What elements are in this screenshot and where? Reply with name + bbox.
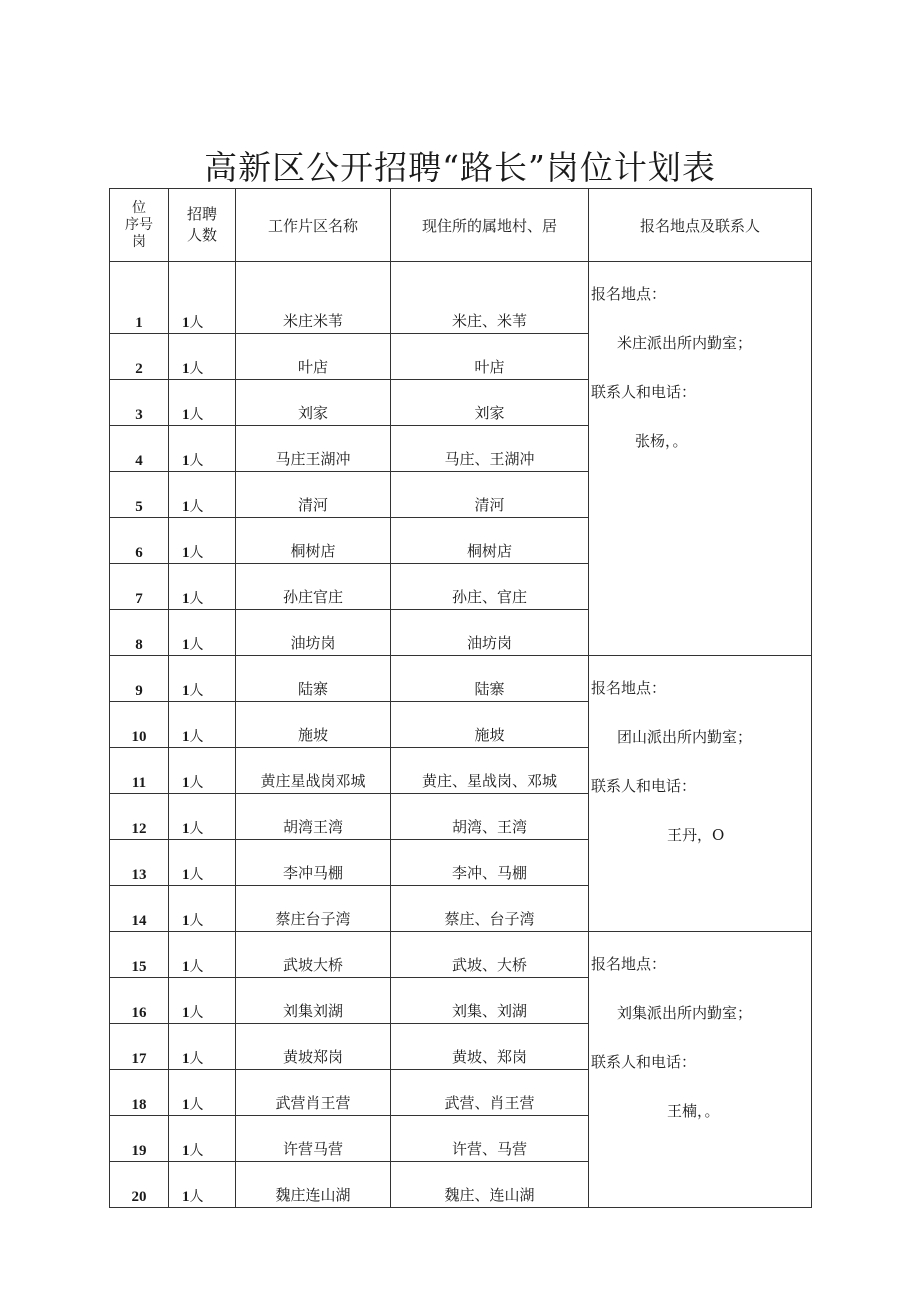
recruitment-plan-table [109, 188, 812, 1208]
contact-label: 联系人和电话： [591, 777, 697, 795]
count-value: 1 [182, 499, 190, 515]
cell-area: 孙庄官庄 [236, 564, 391, 610]
cell-village: 孙庄、官庄 [391, 564, 589, 610]
header-registration: 报名地点及联系人 [589, 189, 812, 262]
cell-count [169, 748, 236, 794]
cell-seq: 8 [110, 610, 169, 656]
header-count [169, 189, 236, 262]
header-seq [110, 189, 169, 262]
cell-village: 陆寨 [391, 656, 589, 702]
count-value: 1 [182, 407, 190, 423]
cell-village: 油坊岗 [391, 610, 589, 656]
cell-area: 刘集刘湖 [236, 978, 391, 1024]
count-unit: 人 [189, 867, 204, 883]
header-seq-top: 位 [132, 199, 146, 216]
cell-seq: 20 [110, 1162, 169, 1208]
contact-name: 王楠，。 [667, 1102, 720, 1120]
header-row [110, 189, 812, 262]
count-unit: 人 [189, 453, 204, 469]
count-value: 1 [182, 591, 190, 607]
cell-area: 施坡 [236, 702, 391, 748]
count-value: 1 [182, 637, 190, 653]
header-seq-bottom: 岗 [132, 233, 146, 250]
cell-seq: 19 [110, 1116, 169, 1162]
cell-area: 油坊岗 [236, 610, 391, 656]
cell-seq: 17 [110, 1024, 169, 1070]
count-value: 1 [182, 729, 190, 745]
cell-area: 武坡大桥 [236, 932, 391, 978]
cell-seq: 1 [110, 262, 169, 334]
cell-count [169, 380, 236, 426]
cell-seq: 6 [110, 518, 169, 564]
count-unit: 人 [189, 775, 204, 791]
cell-village: 武坡、大桥 [391, 932, 589, 978]
cell-village: 胡湾、王湾 [391, 794, 589, 840]
cell-count [169, 1070, 236, 1116]
count-unit: 人 [189, 1005, 204, 1021]
cell-count [169, 978, 236, 1024]
cell-area: 黄庄星战岗邓城 [236, 748, 391, 794]
cell-village: 叶店 [391, 334, 589, 380]
cell-count [169, 472, 236, 518]
cell-village: 李冲、马棚 [391, 840, 589, 886]
cell-count [169, 1024, 236, 1070]
cell-seq: 7 [110, 564, 169, 610]
count-unit: 人 [189, 315, 204, 331]
cell-area: 叶店 [236, 334, 391, 380]
count-unit: 人 [189, 959, 204, 975]
count-value: 1 [182, 821, 190, 837]
cell-count [169, 564, 236, 610]
count-unit: 人 [189, 407, 204, 423]
header-count-line1: 招聘 [186, 205, 217, 223]
cell-count [169, 426, 236, 472]
header-village: 现住所的属地村、居 [391, 189, 589, 262]
count-unit: 人 [189, 683, 204, 699]
cell-seq: 10 [110, 702, 169, 748]
cell-count [169, 262, 236, 334]
cell-count [169, 1162, 236, 1208]
cell-area: 武营肖王营 [236, 1070, 391, 1116]
table-row [110, 932, 812, 978]
cell-village: 米庄、米苇 [391, 262, 589, 334]
count-value: 1 [182, 959, 190, 975]
cell-village: 武营、肖王营 [391, 1070, 589, 1116]
cell-area: 清河 [236, 472, 391, 518]
cell-area: 桐树店 [236, 518, 391, 564]
count-unit: 人 [189, 1189, 204, 1205]
count-value: 1 [182, 361, 190, 377]
cell-village: 刘家 [391, 380, 589, 426]
header-area: 工作片区名称 [236, 189, 391, 262]
count-unit: 人 [189, 1143, 204, 1159]
cell-seq: 16 [110, 978, 169, 1024]
cell-village: 刘集、刘湖 [391, 978, 589, 1024]
count-unit: 人 [189, 729, 204, 745]
cell-count [169, 932, 236, 978]
cell-count [169, 656, 236, 702]
count-unit: 人 [189, 1097, 204, 1113]
cell-area: 陆寨 [236, 656, 391, 702]
cell-seq: 15 [110, 932, 169, 978]
cell-area: 蔡庄台子湾 [236, 886, 391, 932]
count-value: 1 [182, 1097, 190, 1113]
count-value: 1 [182, 453, 190, 469]
table-row [110, 656, 812, 702]
cell-village: 马庄、王湖冲 [391, 426, 589, 472]
cell-area: 许营马营 [236, 1116, 391, 1162]
count-unit: 人 [189, 637, 204, 653]
cell-village: 黄庄、星战岗、邓城 [391, 748, 589, 794]
cell-area: 胡湾王湾 [236, 794, 391, 840]
registration-place: 团山派出所内勤室； [617, 728, 753, 746]
count-unit: 人 [189, 821, 204, 837]
cell-village: 清河 [391, 472, 589, 518]
cell-seq: 5 [110, 472, 169, 518]
registration-label: 报名地点： [591, 679, 667, 697]
count-unit: 人 [189, 499, 204, 515]
registration-label: 报名地点： [591, 285, 667, 303]
count-unit: 人 [189, 913, 204, 929]
cell-seq: 14 [110, 886, 169, 932]
count-unit: 人 [189, 545, 204, 561]
registration-info [589, 656, 811, 847]
cell-count [169, 840, 236, 886]
cell-village: 蔡庄、台子湾 [391, 886, 589, 932]
contact-name: 王丹，O [667, 826, 725, 844]
registration-info [589, 262, 811, 453]
count-value: 1 [182, 775, 190, 791]
cell-count [169, 702, 236, 748]
cell-seq: 13 [110, 840, 169, 886]
cell-count [169, 610, 236, 656]
cell-area: 马庄王湖冲 [236, 426, 391, 472]
cell-registration-group-2 [589, 656, 812, 932]
cell-count [169, 1116, 236, 1162]
cell-village: 魏庄、连山湖 [391, 1162, 589, 1208]
registration-place: 刘集派出所内勤室； [617, 1004, 753, 1022]
count-unit: 人 [189, 1051, 204, 1067]
cell-registration-group-3 [589, 932, 812, 1208]
count-value: 1 [182, 1005, 190, 1021]
count-value: 1 [182, 913, 190, 929]
cell-village: 施坡 [391, 702, 589, 748]
contact-label: 联系人和电话： [591, 1053, 697, 1071]
header-count-line2: 人数 [186, 226, 217, 244]
cell-area: 魏庄连山湖 [236, 1162, 391, 1208]
contact-name: 张杨，。 [635, 432, 688, 450]
registration-place: 米庄派出所内勤室； [617, 334, 753, 352]
cell-area: 李冲马棚 [236, 840, 391, 886]
registration-info [589, 932, 811, 1123]
contact-label: 联系人和电话： [591, 383, 697, 401]
count-value: 1 [182, 683, 190, 699]
cell-count [169, 794, 236, 840]
cell-village: 桐树店 [391, 518, 589, 564]
cell-seq: 3 [110, 380, 169, 426]
cell-village: 黄坡、郑岗 [391, 1024, 589, 1070]
table-row [110, 262, 812, 334]
cell-seq: 2 [110, 334, 169, 380]
page-title: 高新区公开招聘“路长”岗位计划表 [204, 148, 716, 187]
cell-area: 刘家 [236, 380, 391, 426]
cell-count [169, 518, 236, 564]
cell-seq: 9 [110, 656, 169, 702]
count-value: 1 [182, 1189, 190, 1205]
cell-area: 米庄米苇 [236, 262, 391, 334]
count-value: 1 [182, 867, 190, 883]
count-value: 1 [182, 1143, 190, 1159]
cell-registration-group-1 [589, 262, 812, 656]
cell-seq: 12 [110, 794, 169, 840]
cell-area: 黄坡郑岗 [236, 1024, 391, 1070]
cell-seq: 11 [110, 748, 169, 794]
cell-village: 许营、马营 [391, 1116, 589, 1162]
count-unit: 人 [189, 591, 204, 607]
count-value: 1 [182, 545, 190, 561]
count-unit: 人 [189, 361, 204, 377]
header-seq-mid: 序号 [125, 216, 153, 233]
cell-seq: 18 [110, 1070, 169, 1116]
registration-label: 报名地点： [591, 955, 667, 973]
cell-count [169, 334, 236, 380]
count-value: 1 [182, 315, 190, 331]
cell-seq: 4 [110, 426, 169, 472]
count-value: 1 [182, 1051, 190, 1067]
cell-count [169, 886, 236, 932]
